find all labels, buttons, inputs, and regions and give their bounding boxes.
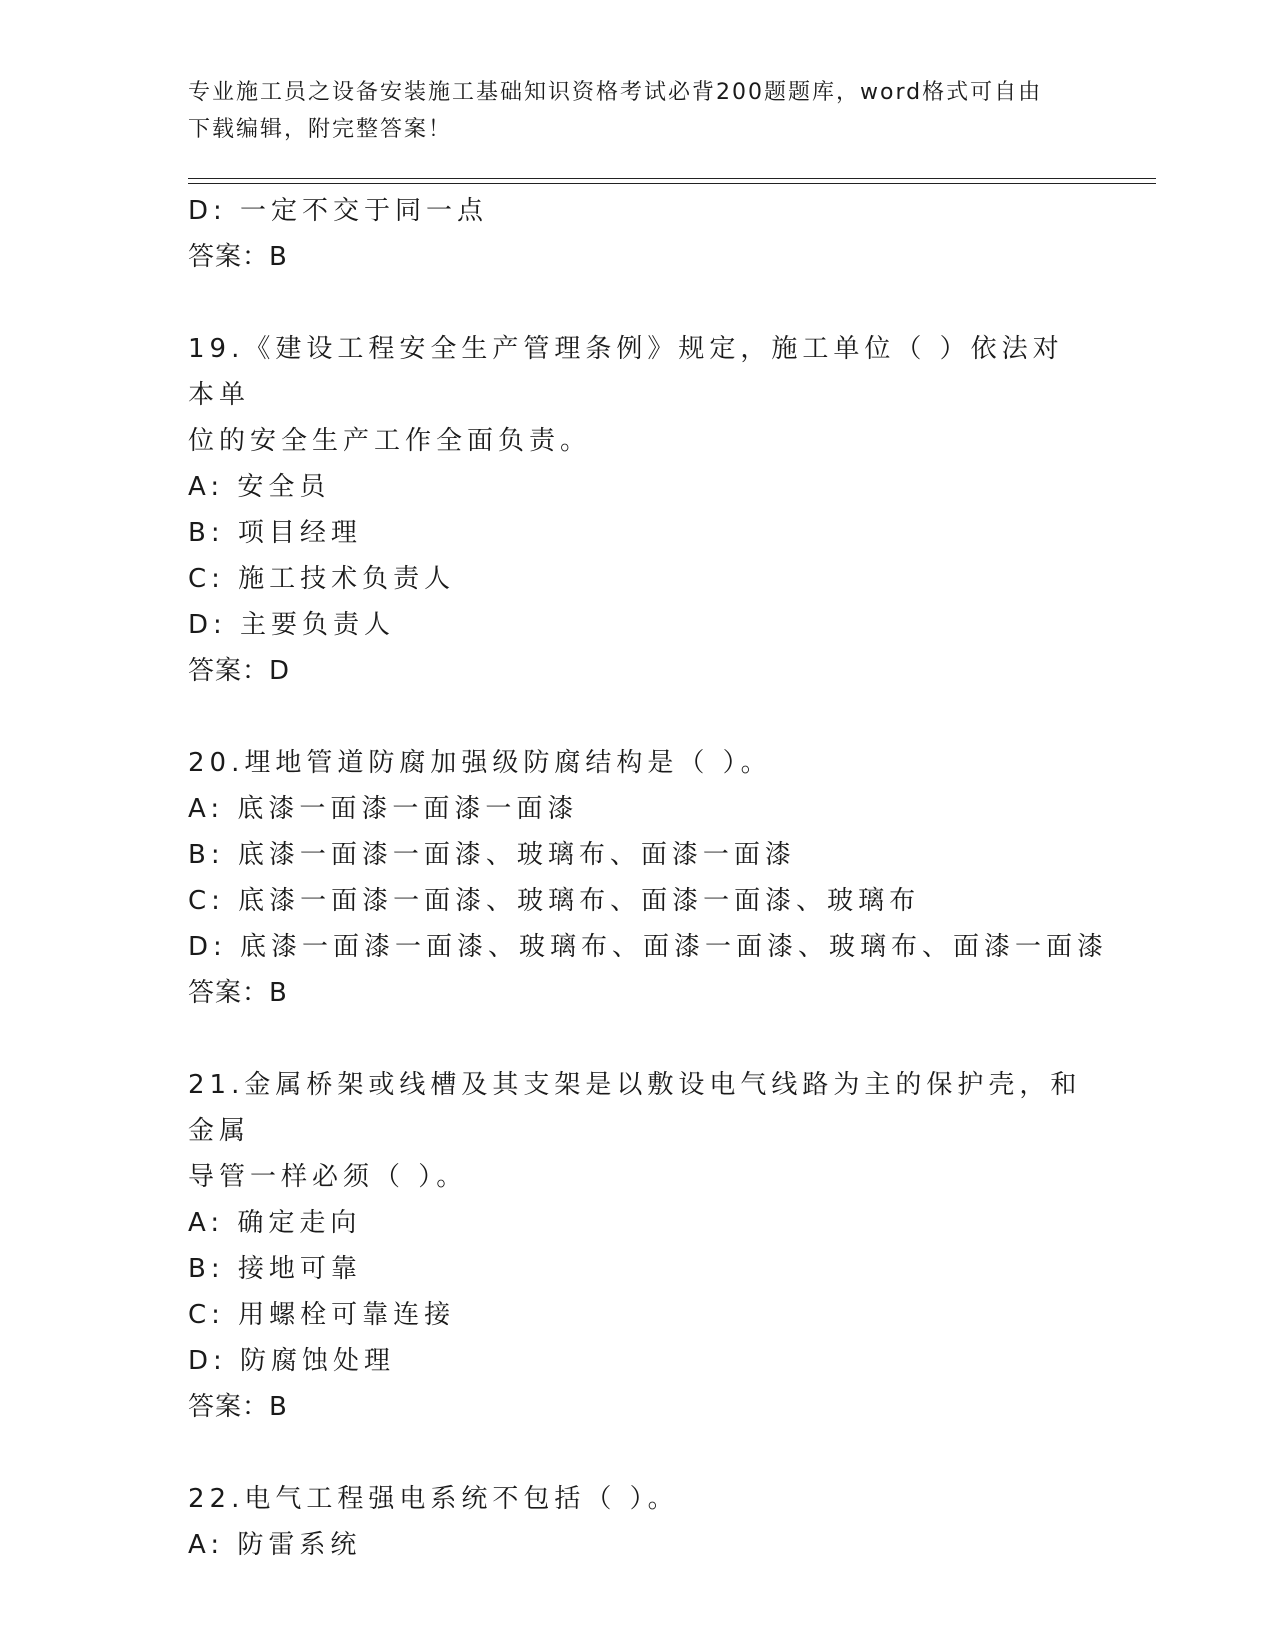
option-a: A: 防雷系统 <box>188 1530 362 1560</box>
answer-line: 答案：B <box>188 978 288 1008</box>
answer-line: 答案：D <box>188 656 291 686</box>
option-a: A: 确定走向 <box>188 1208 362 1238</box>
header-divider-top <box>188 178 1156 179</box>
option-d: D: 底漆一面漆一面漆、玻璃布、面漆一面漆、玻璃布、面漆一面漆 <box>188 932 1109 962</box>
answer-line: 答案：B <box>188 242 288 272</box>
option-b: B: 底漆一面漆一面漆、玻璃布、面漆一面漆 <box>188 840 796 870</box>
document-header <box>188 74 1088 148</box>
question-stem: 21.金属桥架或线槽及其支架是以敷设电气线路为主的保护壳，和金属 <box>188 1070 1082 1146</box>
spacer <box>188 280 1088 326</box>
question-stem: 20.埋地管道防腐加强级防腐结构是（ ）。 <box>188 748 772 778</box>
question-19 <box>188 326 1088 694</box>
header-line-1: 专业施工员之设备安装施工基础知识资格考试必背200题题库，word格式可自由 <box>188 80 1043 105</box>
header-line-2: 下载编辑，附完整答案！ <box>188 117 453 142</box>
header-divider-bottom <box>188 183 1156 184</box>
question-stem-continued: 位的安全生产工作全面负责。 <box>188 426 592 456</box>
question-list <box>188 188 1109 1568</box>
option-d: D: 防腐蚀处理 <box>188 1346 396 1376</box>
answer-line: 答案：B <box>188 1392 288 1422</box>
question-22 <box>188 1476 1088 1568</box>
option-d: D: 一定不交于同一点 <box>188 196 489 226</box>
question-21 <box>188 1062 1088 1430</box>
question-stem-continued: 导管一样必须（ ）。 <box>188 1162 468 1192</box>
option-b: B: 接地可靠 <box>188 1254 362 1284</box>
option-b: B: 项目经理 <box>188 518 362 548</box>
question-20 <box>188 740 1109 1016</box>
spacer <box>188 1016 1088 1062</box>
spacer <box>188 694 1088 740</box>
option-c: C: 用螺栓可靠连接 <box>188 1300 456 1330</box>
option-a: A: 安全员 <box>188 472 331 502</box>
option-d: D: 主要负责人 <box>188 610 396 640</box>
option-a: A: 底漆一面漆一面漆一面漆 <box>188 794 579 824</box>
option-c: C: 施工技术负责人 <box>188 564 456 594</box>
question-stem: 19.《建设工程安全生产管理条例》规定，施工单位（ ）依法对本单 <box>188 334 1064 410</box>
option-c: C: 底漆一面漆一面漆、玻璃布、面漆一面漆、玻璃布 <box>188 886 921 916</box>
spacer <box>188 1430 1088 1476</box>
question-stem: 22.电气工程强电系统不包括（ ）。 <box>188 1484 679 1514</box>
